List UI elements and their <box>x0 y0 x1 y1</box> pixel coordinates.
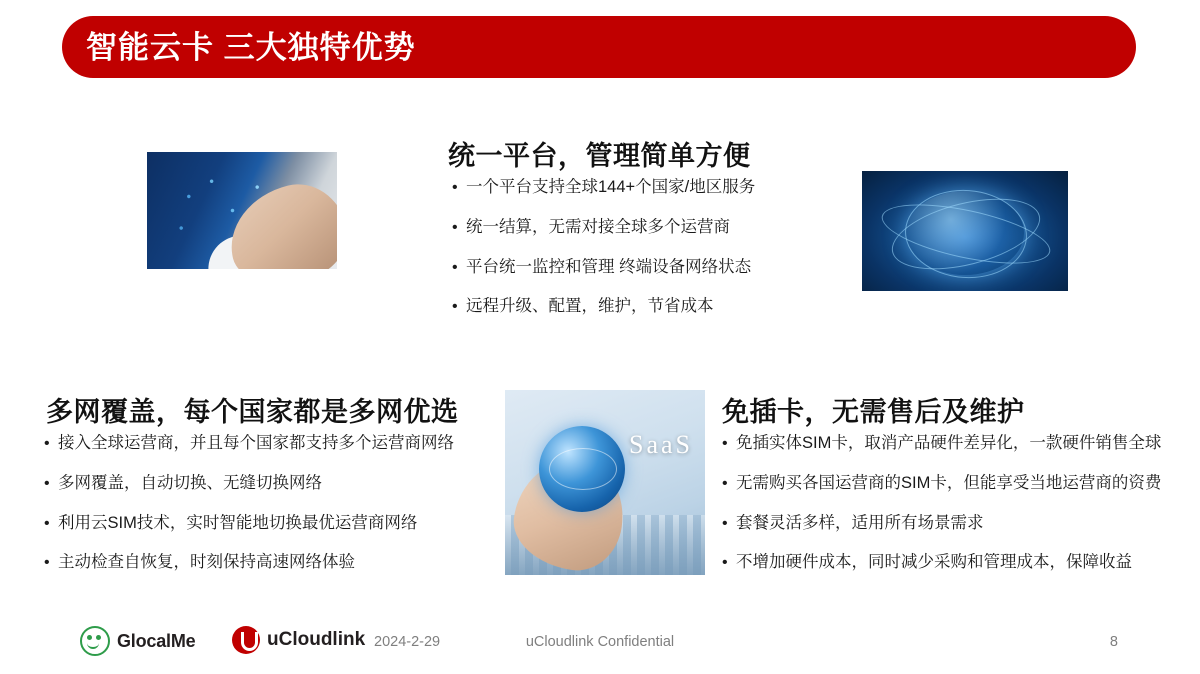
slide-footer <box>0 614 1200 674</box>
bullet-dot-icon: • <box>44 554 50 572</box>
list-item-text: 远程升级、配置，维护，节省成本 <box>466 297 714 316</box>
page-title: 智能云卡 三大独特优势 <box>86 29 416 65</box>
footer-confidentiality-note: uCloudlink Confidential <box>525 634 675 650</box>
list-item <box>44 434 454 454</box>
bullet-dot-icon: • <box>452 179 458 196</box>
bullet-list-unified-platform <box>452 178 755 337</box>
globe-network-image <box>862 171 1068 291</box>
bullet-list-multi-network <box>44 434 454 593</box>
list-item <box>452 178 755 198</box>
list-item <box>44 553 454 573</box>
list-item <box>722 434 1161 454</box>
list-item-text: 利用云SIM技术，实时智能地切换最优运营商网络 <box>58 513 418 532</box>
saas-label: SaaS <box>629 430 693 459</box>
list-item <box>452 258 755 278</box>
bullet-dot-icon: • <box>44 474 50 492</box>
page-number: 8 <box>1109 634 1118 650</box>
bullet-dot-icon: • <box>452 298 458 316</box>
bullet-dot-icon: • <box>44 435 50 452</box>
bullet-list-no-sim <box>722 434 1161 593</box>
list-item-text: 平台统一监控和管理 终端设备网络状态 <box>466 257 752 276</box>
list-item <box>722 474 1161 494</box>
bullet-dot-icon: • <box>722 554 728 572</box>
list-item-text: 无需购买各国运营商的SIM卡，但能享受当地运营商的资费 <box>736 473 1162 492</box>
glocalme-logo-text: GlocalMe <box>117 630 196 651</box>
list-item-text: 套餐灵活多样，适用所有场景需求 <box>736 513 984 532</box>
bullet-dot-icon: • <box>722 435 728 452</box>
list-item <box>722 553 1161 573</box>
section-heading-multi-network: 多网覆盖，每个国家都是多网优选 <box>46 397 459 427</box>
bullet-dot-icon: • <box>722 474 728 492</box>
list-item-text: 多网覆盖，自动切换、无缝切换网络 <box>58 473 322 492</box>
list-item-text: 免插实体SIM卡，取消产品硬件差异化，一款硬件销售全球 <box>736 434 1162 452</box>
list-item <box>722 514 1161 534</box>
bullet-dot-icon: • <box>44 514 50 532</box>
hand-shape <box>219 174 337 269</box>
list-item-text: 一个平台支持全球144+个国家/地区服务 <box>466 178 756 196</box>
globe-shape <box>539 426 625 512</box>
section-heading-no-sim: 免插卡，无需售后及维护 <box>722 397 1025 427</box>
slide-title-banner <box>62 16 1136 78</box>
ucloudlink-logo-text: uCloudlink <box>267 629 366 650</box>
list-item-text: 主动检查自恢复，时刻保持高速网络体验 <box>58 553 355 572</box>
bullet-dot-icon: • <box>722 514 728 532</box>
saas-image <box>505 390 705 575</box>
bullet-dot-icon: • <box>452 258 458 276</box>
section-heading-unified-platform: 统一平台，管理简单方便 <box>448 141 751 171</box>
list-item <box>452 297 755 317</box>
network-hand-image <box>147 152 337 269</box>
list-item <box>44 474 454 494</box>
list-item-text: 不增加硬件成本，同时减少采购和管理成本，保障收益 <box>736 553 1132 572</box>
bullet-dot-icon: • <box>452 218 458 236</box>
footer-date: 2024-2-29 <box>374 634 441 650</box>
list-item <box>452 218 755 238</box>
list-item-text: 接入全球运营商，并且每个国家都支持多个运营商网络 <box>58 434 454 452</box>
list-item <box>44 514 454 534</box>
list-item-text: 统一结算，无需对接全球多个运营商 <box>466 217 730 236</box>
